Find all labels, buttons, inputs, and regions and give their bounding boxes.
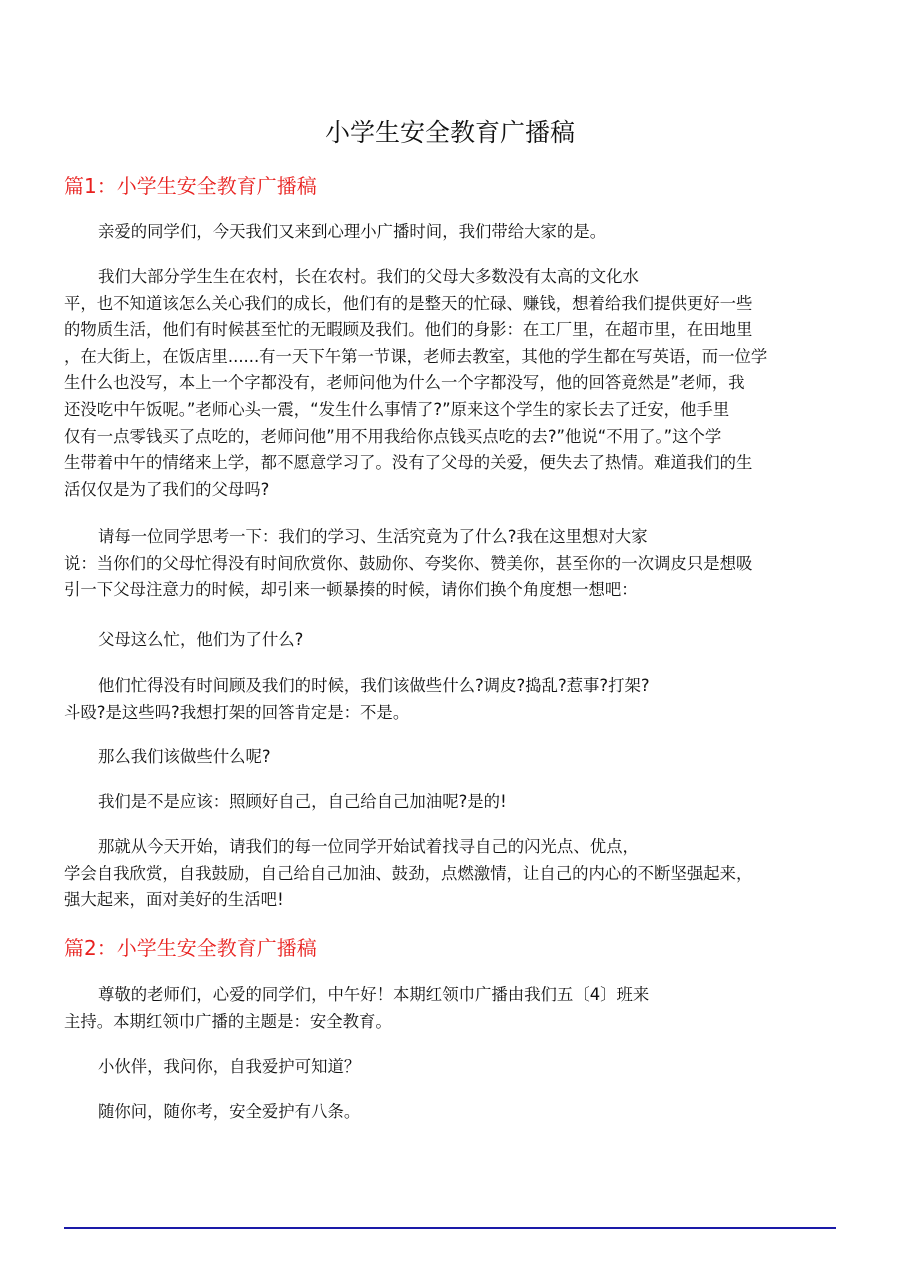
section-1-paragraph-4 [64, 627, 840, 654]
paragraph-line: 斗殴?是这些吗?我想打架的回答肯定是：不是。 [64, 702, 410, 722]
paragraph-line: 请每一位同学思考一下：我们的学习、生活究竟为了什么?我在这里想对大家 [98, 527, 648, 546]
paragraph-line: 父母这么忙，他们为了什么? [98, 630, 304, 649]
section-2-paragraph-1 [64, 982, 840, 1035]
paragraph-line: 那么我们该做些什么呢? [98, 747, 271, 766]
paragraph-line: 生带着中午的情绪来上学，都不愿意学习了。没有了父母的关爱，便失去了热情。难道我们的生 [64, 453, 753, 473]
paragraph-line: ，在大街上，在饭店里......有一天下午第一节课，老师去教室，其他的学生都在写英语，而一位学 [64, 346, 768, 366]
paragraph-line: 学会自我欣赏，自我鼓励，自己给自己加油、鼓劲，点燃激情，让自己的内心的不断坚强起来， [64, 863, 753, 883]
paragraph-line: 活仅仅是为了我们的父母吗? [64, 479, 270, 499]
paragraph-line: 说：当你们的父母忙得没有时间欣赏你、鼓励你、夸奖你、赞美你，甚至你的一次调皮只是想吸 [64, 553, 753, 573]
paragraph-line: 尊敬的老师们，心爱的同学们，中午好！本期红领巾广播由我们五〔4〕班来 [98, 985, 650, 1004]
paragraph-line: 的物质生活，他们有时候甚至忙的无暇顾及我们。他们的身影：在工厂里，在超市里，在田地里 [64, 320, 753, 340]
paragraph-line: 那就从今天开始，请我们的每一位同学开始试着找寻自己的闪光点、优点， [98, 837, 639, 856]
section-1-paragraph-6 [64, 744, 840, 771]
section-1-paragraph-3 [64, 524, 840, 604]
section-1-paragraph-5 [64, 673, 840, 726]
paragraph-line: 引一下父母注意力的时候，却引来一顿暴揍的时候，请你们换个角度想一想吧： [64, 580, 638, 600]
paragraph-line: 他们忙得没有时间顾及我们的时候，我们该做些什么?调皮?捣乱?惹事?打架? [98, 676, 650, 695]
section-1-heading: 篇1：小学生安全教育广播稿 [64, 174, 317, 198]
document-title: 小学生安全教育广播稿 [324, 118, 575, 147]
section-2-heading: 篇2：小学生安全教育广播稿 [64, 936, 317, 960]
section-2-paragraph-3 [64, 1099, 840, 1126]
paragraph-line: 还没吃中午饭呢。”老师心头一震，“发生什么事情了?”原来这个学生的家长去了迁安，他手里 [64, 399, 730, 419]
section-1-paragraph-1 [64, 219, 840, 246]
section-1-paragraph-8 [64, 834, 840, 914]
paragraph-line: 仅有一点零钱买了点吃的，老师问他”用不用我给你点钱买点吃的去?”他说“不用了。”这个学 [64, 426, 722, 446]
section-1-paragraph-7 [64, 789, 840, 816]
paragraph-line: 生什么也没写，本上一个字都没有，老师问他为什么一个字都没写，他的回答竟然是”老师，我 [64, 373, 745, 393]
paragraph-line: 亲爱的同学们，今天我们又来到心理小广播时间，我们带给大家的是。 [98, 222, 607, 241]
footer-divider [64, 1227, 836, 1229]
paragraph-line: 我们是不是应该：照顾好自己，自己给自己加油呢?是的! [98, 792, 507, 811]
paragraph-line: 主持。本期红领巾广播的主题是：安全教育。 [64, 1011, 392, 1031]
paragraph-line: 随你问，随你考，安全爱护有八条。 [98, 1102, 361, 1121]
section-2-paragraph-2 [64, 1054, 840, 1081]
section-1-paragraph-2 [64, 264, 840, 503]
paragraph-line: 强大起来，面对美好的生活吧! [64, 890, 284, 910]
paragraph-line: 平，也不知道该怎么关心我们的成长，他们有的是整天的忙碌、赚钱，想着给我们提供更好一些 [64, 293, 753, 313]
paragraph-line: 我们大部分学生生在农村，长在农村。我们的父母大多数没有太高的文化水 [98, 267, 639, 286]
paragraph-line: 小伙伴，我问你，自我爱护可知道？ [98, 1057, 361, 1076]
